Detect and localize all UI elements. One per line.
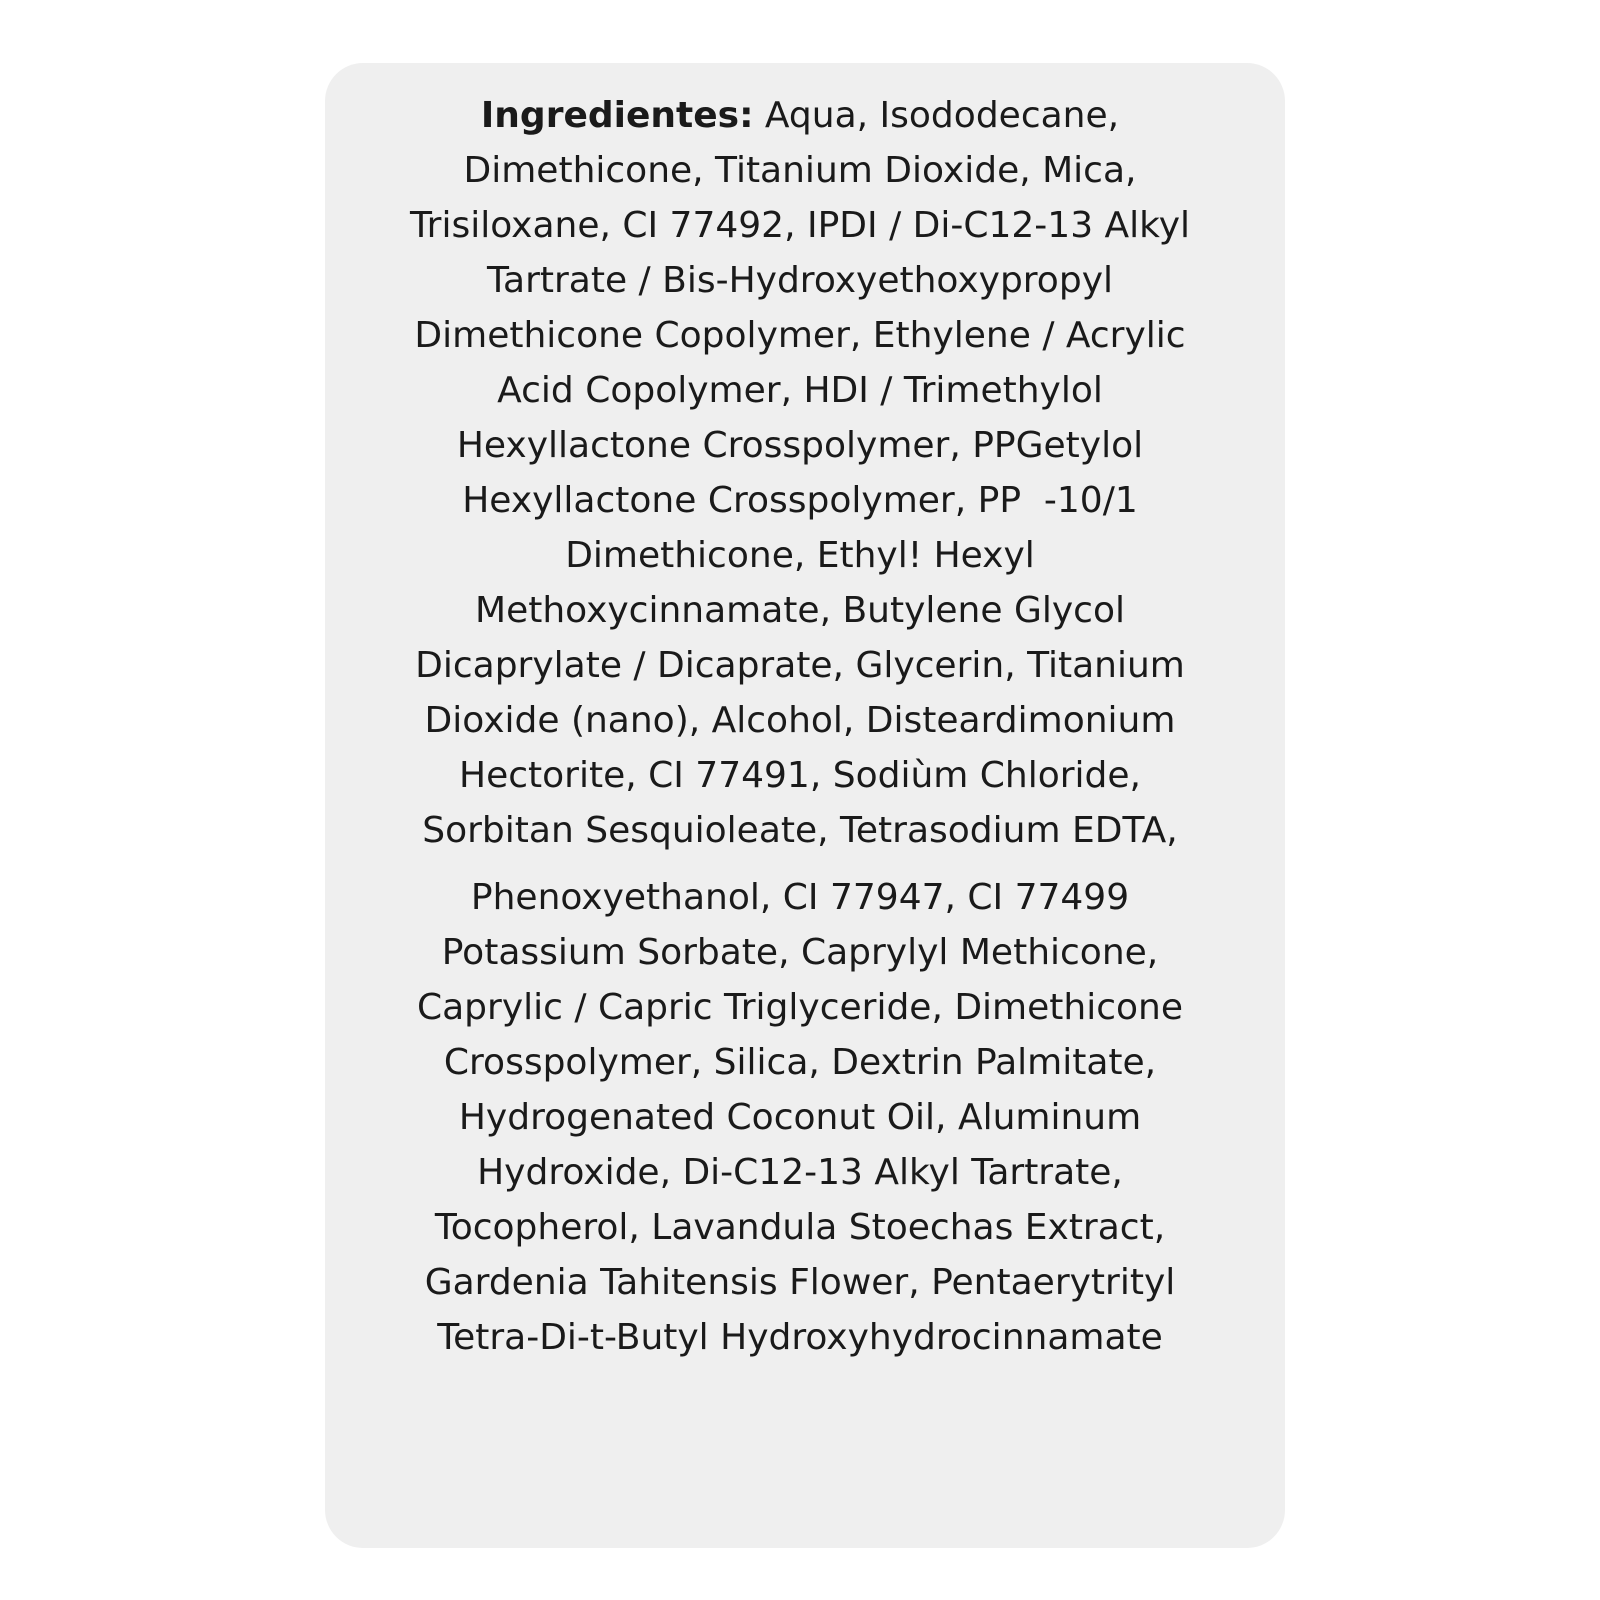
ingredients-line: Hexyllactone Crosspolymer, PP -10/1 [462,480,1138,521]
ingredients-line: Dimethicone, Ethyl! Hexyl [565,535,1035,576]
ingredients-line: Gardenia Tahitensis Flower, Pentaerytrityl [424,1262,1176,1303]
ingredients-line: Dimethicone, Titanium Dioxide, Mica, [463,150,1137,191]
ingredients-line: Caprylic / Capric Triglyceride, Dimethicone [416,987,1183,1028]
ingredients-line: Crosspolymer, Silica, Dextrin Palmitate, [443,1042,1157,1083]
ingredients-line: Dicaprylate / Dicaprate, Glycerin, Titanium [415,645,1185,686]
ingredients-line: Hexyllactone Crosspolymer, PPGetylol [456,425,1144,466]
ingredients-line: Dioxide (nano), Alcohol, Disteardimonium [424,700,1176,741]
ingredients-heading: Ingredientes: [480,95,754,136]
ingredients-line: Tocopherol, Lavandula Stoechas Extract, [434,1207,1166,1248]
ingredients-line: Sorbitan Sesquioleate, Tetrasodium EDTA, [422,810,1178,851]
ingredients-text [0,88,1600,1365]
ingredients-line: Hydrogenated Coconut Oil, Aluminum [458,1097,1142,1138]
ingredients-line: Tetra-Di-t-Butyl Hydroxyhydrocinnamate [437,1317,1163,1358]
ingredients-line: Potassium Sorbate, Caprylyl Methicone, [441,932,1159,973]
ingredients-line-1 [0,88,1600,143]
ingredients-line: Methoxycinnamate, Butylene Glycol [475,590,1125,631]
ingredients-line: Tartrate / Bis-Hydroxyethoxypropyl [486,260,1113,301]
ingredients-line-1-text: Aqua, Isododecane, [753,95,1120,136]
ingredients-line: Hydroxide, Di-C12-13 Alkyl Tartrate, [477,1152,1123,1193]
ingredients-line: Phenoxyethanol, CI 77947, CI 77499 [470,877,1130,918]
ingredients-line: Acid Copolymer, HDI / Trimethylol [497,370,1103,411]
ingredients-line: Trisiloxane, CI 77492, IPDI / Di-C12-13 Alkyl [409,205,1191,246]
ingredients-line: Hectorite, CI 77491, Sodiùm Chloride, [459,755,1141,796]
ingredients-line: Dimethicone Copolymer, Ethylene / Acrylic [414,315,1186,356]
